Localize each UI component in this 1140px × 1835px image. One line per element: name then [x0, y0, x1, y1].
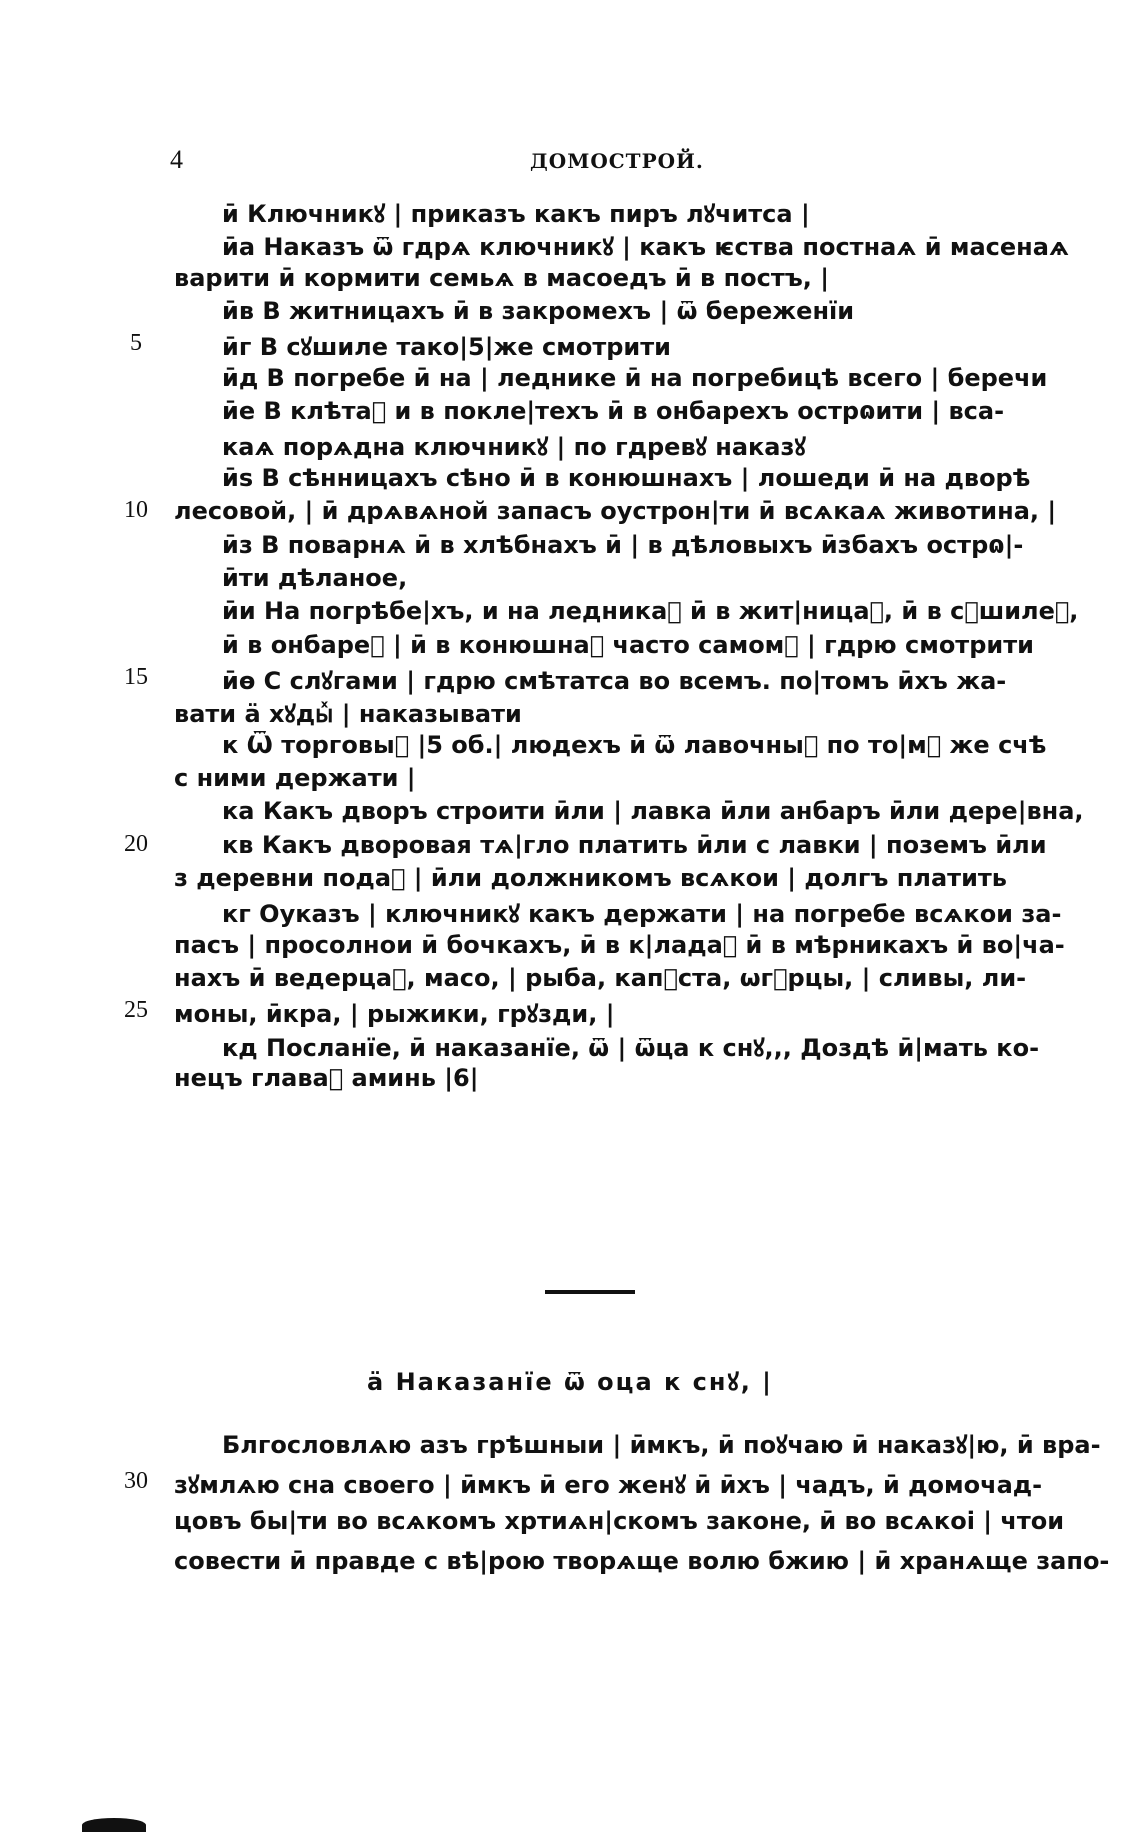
- line-text: пасъ | просолнои ӣ бочкахъ, ӣ в к|ладаⷯ ӣ в мѣрникахъ ӣ во|ча-: [174, 930, 1065, 959]
- line-text: ӣз В поварнѧ ӣ в хлѣбнахъ ӣ | в дѣловыхъ ӣзбахъ острɷ|-: [222, 530, 1024, 559]
- text-line: [0, 1547, 1140, 1587]
- page-number: 4: [170, 145, 183, 174]
- text-line: [0, 1507, 1140, 1547]
- line-text: ӣг В сꙋшиле тако|5|же смотрити: [222, 333, 671, 362]
- line-text: зꙋмлѧю сна своего | ӣмкъ ӣ его женꙋ ӣ ӣхъ | чадъ, ӣ домочад-: [174, 1470, 1043, 1499]
- line-text: ӣ в онбареⷯ | ӣ в конюшнаⷯ часто самомꙋ | гдрю смотрити: [222, 630, 1034, 659]
- line-text: вати ӓ хꙋдыⷯ | наказывати: [174, 700, 522, 729]
- line-text: кв Какъ дворовая тѧ|гло платить ӣли с лавки | поземъ ӣли: [222, 830, 1047, 859]
- line-text: моны, ӣкра, | рыжики, грꙋзди, |: [174, 1000, 615, 1029]
- line-text: ӣѳ С слꙋгами | гдрю смѣтатса во всемъ. по|томъ ӣхъ жа-: [222, 666, 1007, 695]
- line-text: нецъ главаⷨ аминь |6|: [174, 1064, 479, 1093]
- line-text: лесовой, | ӣ дрѧвѧной запасъ оустрон|ти ӣ всѧкаѧ животина, |: [174, 497, 1057, 526]
- line-text: Блгословлѧю азъ грѣшныи | ӣмкъ, ӣ поꙋчаю ӣ наказꙋ|ю, ӣ вра-: [222, 1431, 1101, 1459]
- line-text: ӣе В клѣтаⷯ и в покле|техъ ӣ в онбарехъ острɷити | вса-: [222, 397, 1005, 426]
- line-number: 20: [124, 830, 148, 857]
- line-text: ӣти дѣланое,: [222, 563, 408, 592]
- text-line: [0, 1064, 1140, 1104]
- section-divider: [545, 1290, 635, 1294]
- line-number: 25: [124, 997, 148, 1024]
- section-title: ӓ Наказанїе ѿ оца к снꙋ, |: [367, 1368, 773, 1396]
- line-text: совести ӣ правде с вѣ|рою творѧще волю бжию | ӣ хранѧще запо-: [174, 1546, 1110, 1575]
- line-text: варити ӣ кормити семьѧ в масоедъ ӣ в постъ, |: [174, 263, 830, 292]
- line-text: каѧ порѧдна ключникꙋ | по гдревꙋ наказꙋ: [222, 433, 806, 462]
- line-text: ӣд В погребе ӣ на | леднике ӣ на погребицѣ всего | беречи: [222, 363, 1048, 392]
- line-text: ка Какъ дворъ строити ӣли | лавка ӣли анбаръ ӣли дере|вна,: [222, 797, 1084, 826]
- line-text: ӣѕ В сѣнницахъ сѣно ӣ в конюшнахъ | лошеди ӣ на дворѣ: [222, 463, 1031, 492]
- line-number: 10: [124, 497, 148, 524]
- line-text: кг Оуказъ | ключникꙋ какъ держати | на погребе всѧкои за-: [222, 900, 1062, 929]
- line-text: цовъ бы|ти во всѧкомъ хртиѧн|скомъ законе, ӣ во всѧкоі | чтои: [174, 1507, 1065, 1535]
- line-text: ӣ Ключникꙋ | приказъ какъ пиръ лꙋчитса |: [222, 200, 810, 228]
- line-number: 30: [124, 1467, 148, 1494]
- page-header: [170, 145, 1030, 175]
- line-text: з деревни подаⷮ | ӣли должникомъ всѧкои | долгъ платить: [174, 864, 1007, 892]
- line-text: ӣв В житницахъ ӣ в закромехъ | ѿ береженїи: [222, 297, 855, 326]
- ink-blot: [82, 1818, 146, 1832]
- line-text: к Ѿ торговыⷯ |5 об.| людехъ ӣ ѿ лавочныⷯ по то|мꙋ же счѣ: [222, 730, 1047, 759]
- text-line: [0, 1428, 1140, 1468]
- text-line: [0, 1468, 1140, 1508]
- running-title: ДОМОСТРОЙ.: [530, 149, 704, 173]
- line-text: кд Посланїе, ӣ наказанїе, ѿ | ѿца к снꙋ,,, Доздѣ ӣ|мать ко-: [222, 1033, 1040, 1062]
- line-text: ӣи На погрѣбе|хъ, и на ледникаⷯ ӣ в жит|ницаⷯ, ӣ в сꙋшилеⷯ,: [222, 597, 1079, 626]
- line-number: 5: [130, 330, 142, 357]
- line-text: ӣа Наказъ ѿ гдрѧ ключникꙋ | какъ ѥства постнаѧ ӣ масенаѧ: [222, 233, 1069, 262]
- line-text: нахъ ӣ ведерцаⷯ, масо, | рыба, капꙋста, ѡгꙋрцы, | сливы, ли-: [174, 964, 1027, 993]
- line-number: 15: [124, 663, 148, 690]
- line-text: с ними держати |: [174, 763, 416, 792]
